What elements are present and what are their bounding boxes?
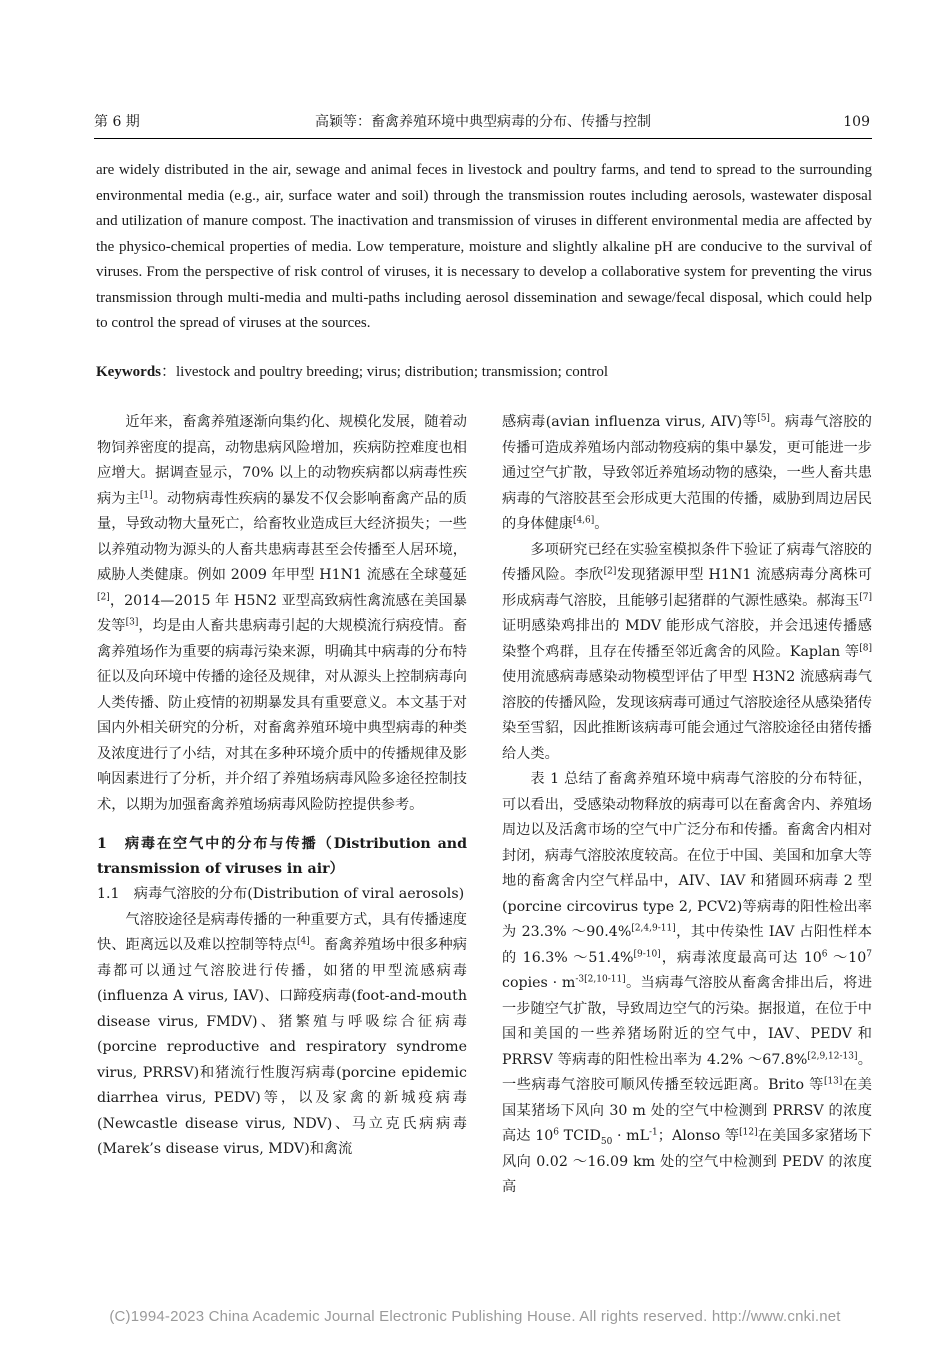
citation: [5] <box>757 413 770 424</box>
citation: [7] <box>859 591 872 602</box>
citation: [4,6] <box>572 515 595 526</box>
copyright-footer: (C)1994-2023 China Academic Journal Electronic Publishing House. All rights reserved. http://www.cnki.net <box>109 1308 841 1325</box>
section-heading-1: 1 病毒在空气中的分布与传播（Distribution and transmission of viruses in air） <box>97 836 467 877</box>
running-title: 高颖等：畜禽养殖环境中典型病毒的分布、传播与控制 <box>315 114 651 130</box>
abstract-text: are widely distributed in the air, sewage and animal feces in livestock and poultry farms, and tend to spread to the surrounding environmental media (e.g., air, surface water and soil) through the transmission routes including aerosols, wastewater disposal and utilization of manure compost. The inactivation and transmission of viruses in different environmental media are affected by the physico-chemical properties of media. Low temperature, moisture and slightly alkaline pH are conducive to the survival of viruses. From the perspective of risk control of viruses, it is necessary to develop a collaborative system for preventing the virus transmission through multi-media and multi-paths including aerosol dissemination and sewage/fecal disposal, which could help to control the spread of viruses at the sources. <box>96 162 872 331</box>
body-paragraph-continued: 感病毒(avian influenza virus, AIV)等[5]。病毒气溶胶的传播可造成养殖场内部动物疫病的集中暴发，更可能进一步通过空气扩散，导致邻近养殖场动物的感染，一些人畜共患病毒的气溶胶甚至会形成更大范围的传播，威胁到周边居民的身体健康[4,6]。 <box>502 413 872 532</box>
citation: [9-10] <box>633 948 661 959</box>
citation: [4] <box>297 936 310 947</box>
citation: [8] <box>859 642 872 653</box>
citation: [13] <box>823 1076 843 1087</box>
citation: [12] <box>739 1127 758 1138</box>
running-header <box>94 112 872 139</box>
left-column <box>97 410 467 1163</box>
citation: [2,4,9-11] <box>631 923 676 934</box>
citation: [1] <box>139 489 153 500</box>
page-number: 109 <box>843 114 870 130</box>
keywords-text: livestock and poultry breeding; virus; distribution; transmission; control <box>176 364 609 380</box>
section-heading-1-1: 1.1 病毒气溶胶的分布(Distribution of viral aerosols) <box>97 886 465 902</box>
intro-paragraph: 近年来，畜禽养殖逐渐向集约化、规模化发展，随着动物饲养密度的提高，动物患病风险增加，疾病防控难度也相应增大。据调查显示，70% 以上的动物疾病都以病毒性疾病为主[1]。动物病毒性疾病的暴发不仅会影响畜禽产品的质量，导致动物大量死亡，给畜牧业造成巨大经济损失；一些以养殖动物为源头的人畜共患病毒甚至会传播至人居环境，威胁人类健康。例如 2009 年甲型 H1N1 流感在全球蔓延[2]，2014—2015 年 H5N2 亚型高致病性禽流感在美国暴发等[3]，均是由人畜共患病毒引起的大规模流行病疫情。畜禽养殖场作为重要的病毒污染来源，明确其中病毒的分布特征以及向环境中传播的途径及规律，对从源头上控制病毒向人类传播、防止疫情的初期暴发具有重要意义。本文基于对国内外相关研究的分析，对畜禽养殖环境中典型病毒的种类及浓度进行了小结，对其在多种环境介质中的传播规律及影响因素进行了分析，并介绍了养殖场病毒风险多途径控制技术，以期为加强畜禽养殖场病毒风险防控提供参考。 <box>97 414 467 813</box>
keywords-label: Keywords <box>96 364 161 380</box>
citation: [2] <box>97 591 110 602</box>
body-paragraph: 多项研究已经在实验室模拟条件下验证了病毒气溶胶的传播风险。李欣[2]发现猪源甲型 H1N1 流感病毒分离株可形成病毒气溶胶，且能够引起猪群的气源性感染。郝海玉[7]证明感染鸡排出的 MDV 能形成气溶胶，并会迅速传播感染整个鸡群，且存在传播至邻近禽舍的风险。Kaplan 等[8]使用流感病毒感染动物模型评估了甲型 H3N2 流感病毒气溶胶的传播风险，发现该病毒可通过气溶胶途径从感染猪传染至雪貂，因此推断该病毒可能会通过气溶胶途径由猪传播给人类。 <box>502 541 872 762</box>
citation: [2,9,12-13] <box>807 1050 858 1061</box>
citation: [2] <box>603 566 617 577</box>
keywords <box>96 360 872 384</box>
citation: -3[2,10-11] <box>575 974 626 985</box>
keywords-separator: ： <box>161 364 177 380</box>
citation: [3] <box>125 617 139 628</box>
right-column <box>502 410 872 1201</box>
body-paragraph: 表 1 总结了畜禽养殖环境中病毒气溶胶的分布特征，可以看出，受感染动物释放的病毒可以在畜禽舍内、养殖场周边以及活禽市场的空气中广泛分布和传播。畜禽舍内相对封闭，病毒气溶胶浓度较高。在位于中国、美国和加拿大等地的畜禽舍内空气样品中，AIV、IAV 和猪圆环病毒 2 型(porcine circovirus type 2, PCV2)等病毒的阳性检出率为 23.3% ～90.4%[2,4,9-11]，其中传染性 IAV 占阳性样本的 16.3% ～51.4%[9-10]，病毒浓度最高可达 $10^6$ $\sim 10^7$ copies · $m^{-3[2,10-11]}$。当病毒气溶胶从畜禽舍排出后，将进一步随空气扩散，导致周边空气的污染。据报道，在位于中国和美国的一些养猪场附近的空气中，IAV、PEDV 和 PRRSV 等病毒的阳性检出率为 4.2% ～67.8%[2,9,12-13]。一些病毒气溶胶可顺风传播至较远距离。Brito 等[13]在美国某猪场下风向 30 m 处的空气中检测到 PRRSV 的浓度高达 $10^6$ $TCID_{50} \cdot mL^{-1}$；Alonso 等[12]在美国多家猪场下风向 0.02 ～16.09 km 处的空气中检测到 PEDV 的浓度高 <box>502 771 873 1195</box>
body-paragraph: 气溶胶途径是病毒传播的一种重要方式，具有传播速度快、距离远以及难以控制等特点[4]。畜禽养殖场中很多种病毒都可以通过气溶胶进行传播，如猪的甲型流感病毒(influenza A virus, IAV)、口蹄疫病毒(foot-and-mouth disease virus, FMDV)、猪繁殖与呼吸综合征病毒(porcine reproductive and respiratory syndrome virus, PRRSV)和猪流行性腹泻病毒(porcine epidemic diarrhea virus, PEDV)等，以及家禽的新城疫病毒(Newcastle disease virus, NDV)、马立克氏病病毒(Marek’s disease virus, MDV)和禽流 <box>97 911 467 1157</box>
issue-number: 第 6 期 <box>94 114 140 130</box>
